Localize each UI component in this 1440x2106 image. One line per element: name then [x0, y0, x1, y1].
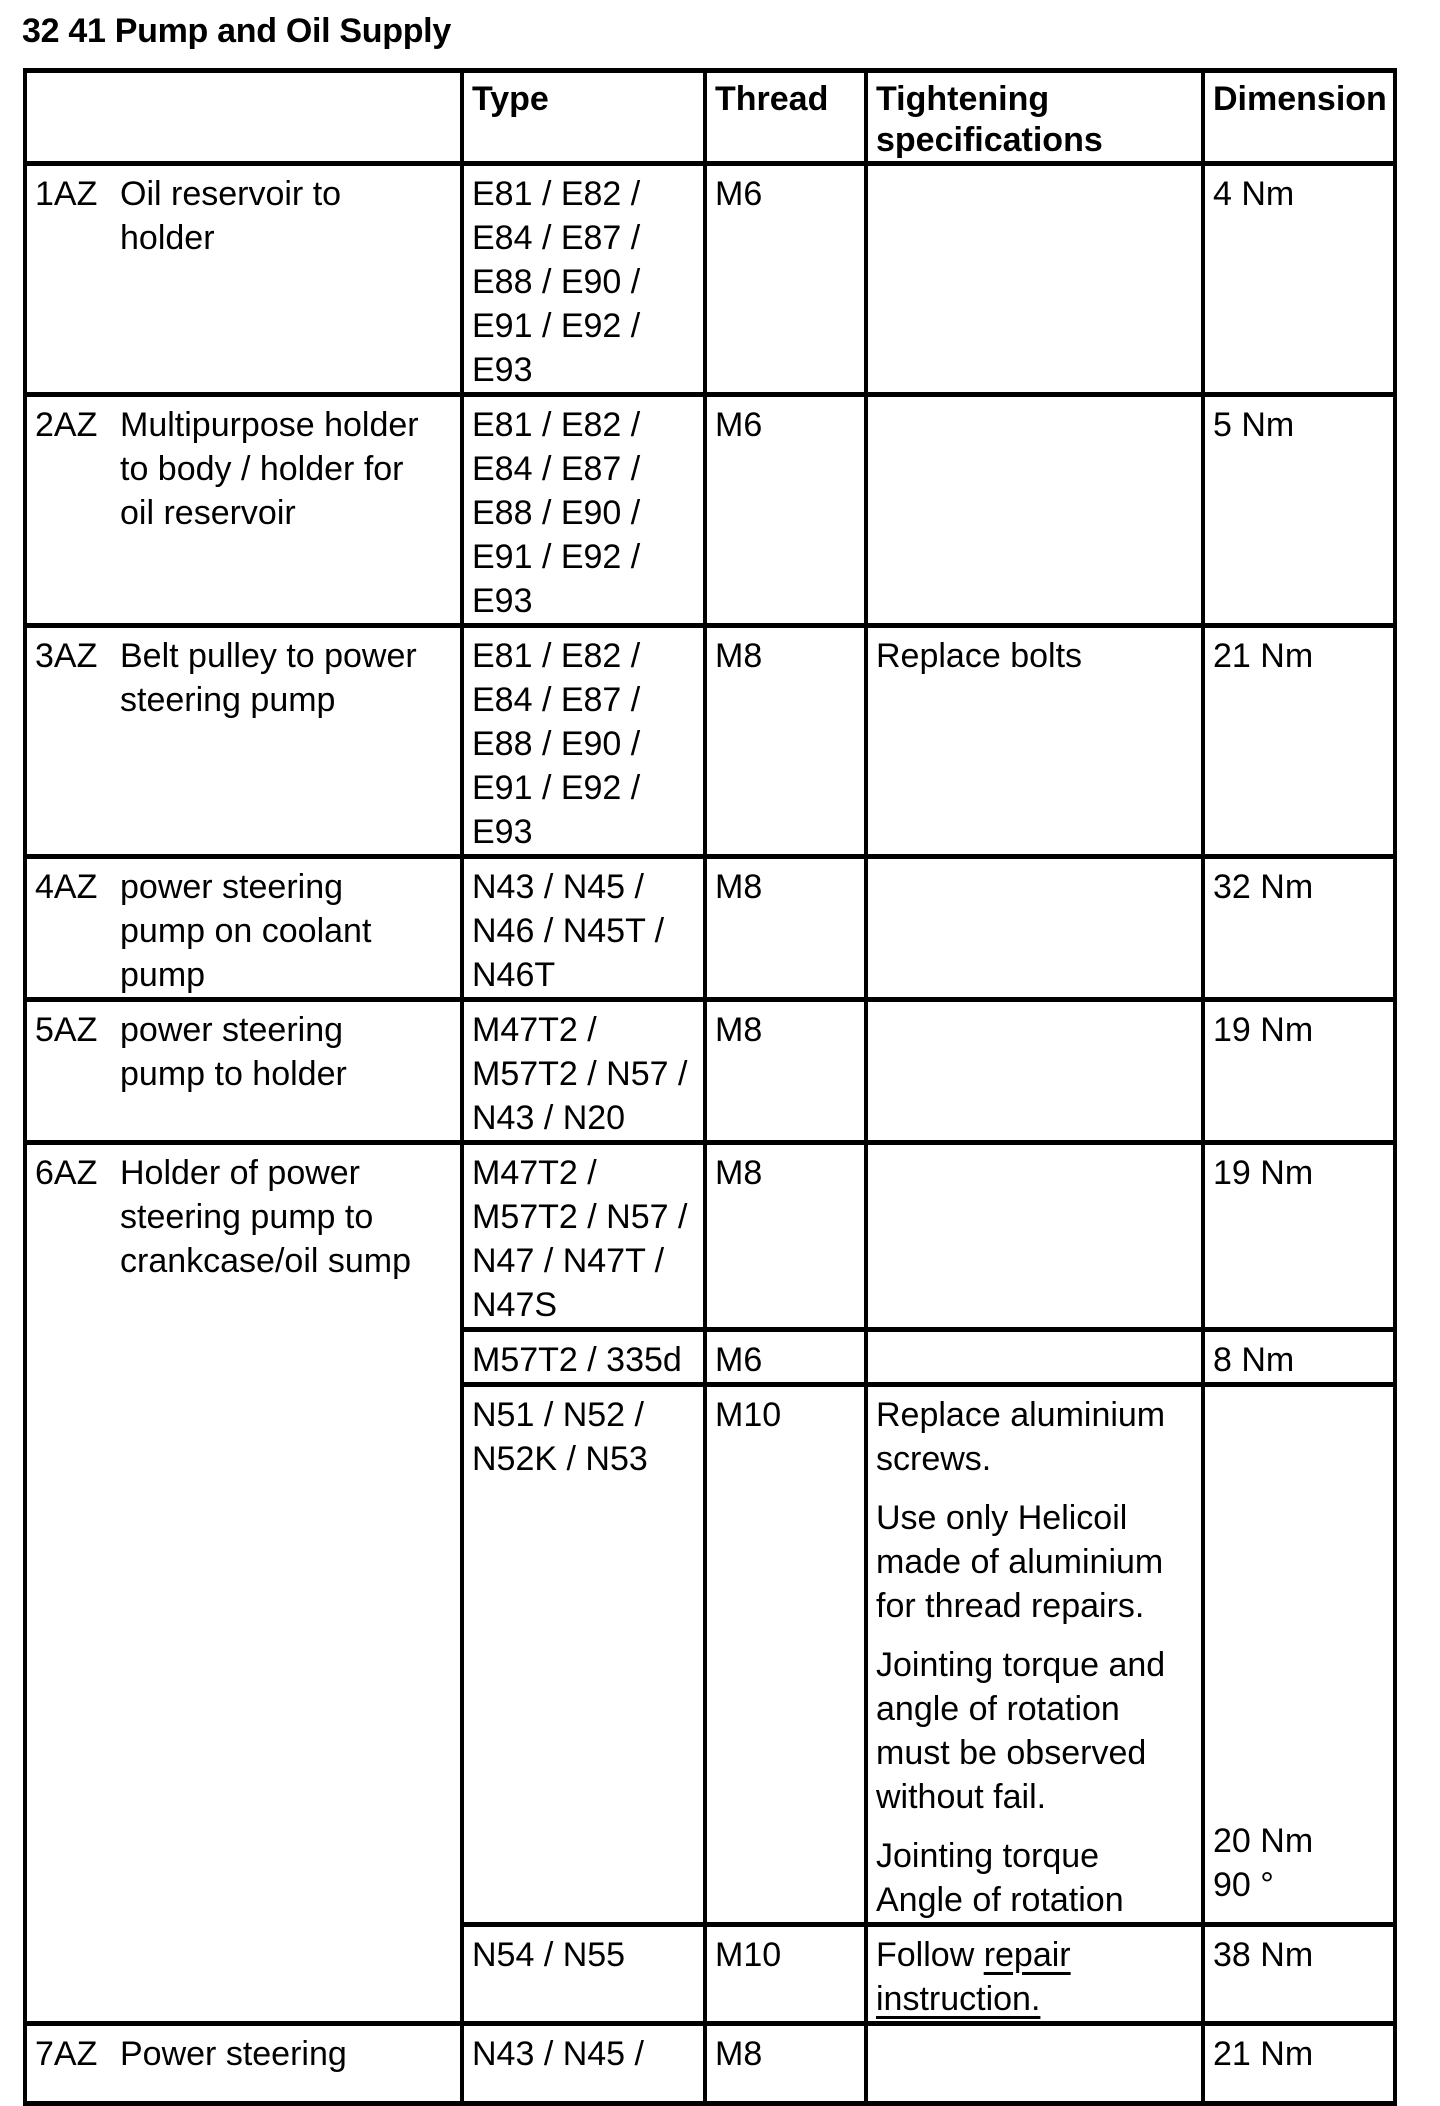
thread-cell: M8	[705, 626, 866, 857]
table-row-1az	[25, 164, 1395, 395]
thread-cell: M10	[705, 1385, 866, 1925]
thread-cell: M8	[705, 1000, 866, 1143]
angle-of-rotation-value: 90 °	[1213, 1866, 1274, 1904]
thread-cell: M6	[705, 395, 866, 626]
type-cell: E81 / E82 / E84 / E87 / E88 / E90 / E91 / E92 / E93	[462, 626, 705, 857]
spacer	[1213, 1393, 1389, 1819]
dimension-cell: 38 Nm	[1203, 1925, 1395, 2024]
row-code: 4AZ	[35, 868, 98, 906]
type-cell: N54 / N55	[462, 1925, 705, 2024]
row-code: 5AZ	[35, 1011, 98, 1049]
type-cell: M47T2 / M57T2 / N57 / N43 / N20	[462, 1000, 705, 1143]
type-cell: M47T2 / M57T2 / N57 / N47 / N47T / N47S	[462, 1143, 705, 1330]
header-thread: Thread	[705, 71, 866, 164]
thread-cell: M10	[705, 1925, 866, 2024]
header-empty	[25, 71, 462, 164]
dimension-cell: 21 Nm	[1203, 2024, 1395, 2104]
repair-instruction-link[interactable]: repair instruction.	[876, 1936, 1071, 2018]
thread-cell: M8	[705, 857, 866, 1000]
page-title: 32 41 Pump and Oil Supply	[22, 12, 451, 50]
dimension-cell: 5 Nm	[1203, 395, 1395, 626]
row-description: power steering pump to holder	[120, 1011, 347, 1093]
header-tightening-specifications: Tightening specifications	[866, 71, 1203, 164]
dimension-cell	[1203, 1385, 1395, 1925]
row-description: Power steering	[120, 2035, 347, 2073]
specs-cell	[866, 2024, 1203, 2104]
specs-paragraph: Replace aluminium screws.	[876, 1396, 1166, 1478]
row-description: power steering pump on coolant pump	[120, 868, 372, 994]
type-cell: M57T2 / 335d	[462, 1330, 705, 1385]
dimension-cell: 4 Nm	[1203, 164, 1395, 395]
table-row-7az-partial	[25, 2024, 1395, 2104]
jointing-torque-value: 20 Nm	[1213, 1822, 1314, 1860]
thread-cell: M8	[705, 1143, 866, 1330]
row-description: Oil reservoir to holder	[120, 175, 342, 257]
dimension-cell: 21 Nm	[1203, 626, 1395, 857]
type-cell: N51 / N52 / N52K / N53	[462, 1385, 705, 1925]
specs-paragraph: Jointing torque and angle of rotation must be observed without fail.	[876, 1646, 1166, 1816]
jointing-torque-label: Jointing torque	[876, 1837, 1100, 1875]
row-code: 6AZ	[35, 1154, 98, 1192]
specs-text: Follow	[876, 1936, 984, 1974]
row-code: 3AZ	[35, 637, 98, 675]
specs-cell	[866, 1330, 1203, 1385]
specs-cell	[866, 164, 1203, 395]
dimension-cell: 8 Nm	[1203, 1330, 1395, 1385]
specs-cell	[866, 1143, 1203, 1330]
specs-paragraph: Use only Helicoil made of aluminium for thread repairs.	[876, 1499, 1164, 1625]
specs-cell	[866, 1385, 1203, 1925]
specs-cell	[866, 395, 1203, 626]
table-row-4az	[25, 857, 1395, 1000]
row-code: 7AZ	[35, 2035, 98, 2073]
type-cell: N43 / N45 / N46 / N45T / N46T	[462, 857, 705, 1000]
specs-cell: Replace bolts	[866, 626, 1203, 857]
type-cell: N43 / N45 /	[462, 2024, 705, 2104]
specs-cell	[866, 857, 1203, 1000]
angle-of-rotation-label: Angle of rotation	[876, 1881, 1124, 1919]
row-description: Multipurpose holder to body / holder for oil reservoir	[120, 406, 419, 532]
table-row-5az	[25, 1000, 1395, 1143]
spec-table	[23, 68, 1397, 2106]
row-description: Holder of power steering pump to crankcase/oil sump	[120, 1154, 412, 1280]
table-row-6az	[25, 1143, 1395, 1330]
header-type: Type	[462, 71, 705, 164]
specs-cell	[866, 1000, 1203, 1143]
dimension-cell: 32 Nm	[1203, 857, 1395, 1000]
table-row-3az	[25, 626, 1395, 857]
row-code: 2AZ	[35, 406, 98, 444]
table-row-2az	[25, 395, 1395, 626]
row-code: 1AZ	[35, 175, 98, 213]
specs-cell	[866, 1925, 1203, 2024]
row-description: Belt pulley to power steering pump	[120, 637, 417, 719]
type-cell: E81 / E82 / E84 / E87 / E88 / E90 / E91 / E92 / E93	[462, 395, 705, 626]
header-row	[25, 71, 1395, 164]
thread-cell: M6	[705, 1330, 866, 1385]
dimension-cell: 19 Nm	[1203, 1143, 1395, 1330]
dimension-cell: 19 Nm	[1203, 1000, 1395, 1143]
thread-cell: M8	[705, 2024, 866, 2104]
type-cell: E81 / E82 / E84 / E87 / E88 / E90 / E91 / E92 / E93	[462, 164, 705, 395]
header-dimension: Dimension	[1203, 71, 1395, 164]
thread-cell: M6	[705, 164, 866, 395]
